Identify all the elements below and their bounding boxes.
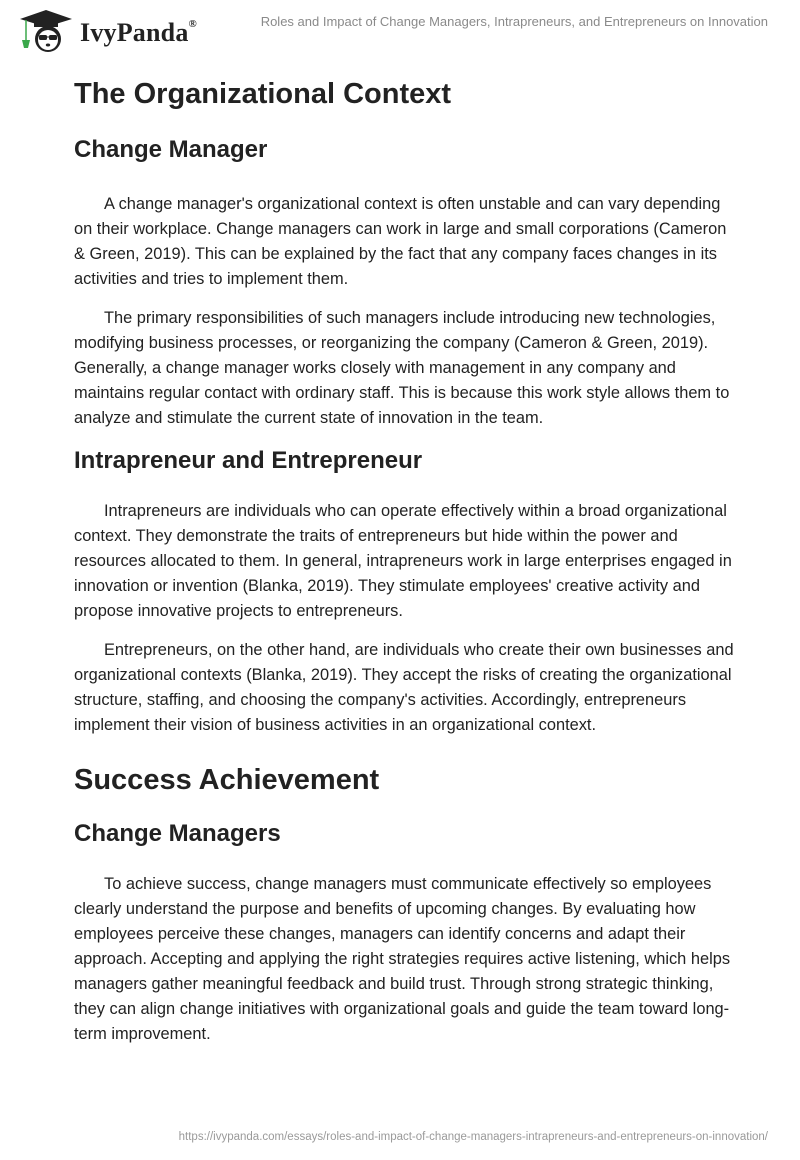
subsection-heading: Change Managers bbox=[74, 820, 281, 847]
source-url-link[interactable]: https://ivypanda.com/essays/roles-and-impact-of-change-managers-intrapreneurs-and-entrepreneurs-on-innovation/ bbox=[178, 1131, 768, 1143]
paragraph: The primary responsibilities of such managers include introducing new technologies, modifying business processes, or reorganizing the company (Cameron & Green, 2019). Generally, a change manager works closely with management in any company and maintains regular contact with ordinary staff. This is because this work style allows them to analyze and stimulate the current state of innovation in the team. bbox=[74, 309, 730, 427]
paragraph: Entrepreneurs, on the other hand, are individuals who create their own businesses and organizational contexts (Blanka, 2019). They accept the risks of creating the organizational structure, staffing, and choosing the company's activities. Accordingly, entrepreneurs implement their vision of business activities in an organizational context. bbox=[74, 641, 734, 734]
document-title: Roles and Impact of Change Managers, Intrapreneurs, and Entrepreneurs on Innovation bbox=[260, 14, 768, 29]
subsection-heading: Intrapreneur and Entrepreneur bbox=[74, 447, 423, 474]
subsection-heading: Change Manager bbox=[74, 136, 268, 163]
page-header bbox=[0, 0, 800, 60]
section-heading: Success Achievement bbox=[74, 764, 380, 796]
panda-graduate-icon bbox=[18, 8, 74, 54]
brand-name: IvyPanda® bbox=[80, 18, 197, 47]
section-heading: The Organizational Context bbox=[74, 78, 452, 110]
essay-content bbox=[74, 70, 734, 1047]
paragraph: To achieve success, change managers must communicate effectively so employees clearly understand the purpose and benefits of upcoming changes. By evaluating how employees perceive these changes, managers can identify concerns and adapt their approach. Accepting and applying the right strategies requires active listening, which helps managers gather meaningful feedback and build trust. Through strong strategic thinking, they can align change initiatives with organizational goals and guide the team toward long-term improvement. bbox=[74, 875, 731, 1043]
ivypanda-logo[interactable] bbox=[18, 8, 197, 54]
paragraph: Intrapreneurs are individuals who can operate effectively within a broad organizational context. They demonstrate the traits of entrepreneurs but hide within the power and resources allocated to them. In general, intrapreneurs work in large enterprises engaged in innovation or invention (Blanka, 2019). They stimulate employees' creative activity and propose innovative projects to entrepreneurs. bbox=[74, 502, 732, 620]
paragraph: A change manager's organizational context is often unstable and can vary depending on their workplace. Change managers can work in large and small corporations (Cameron & Green, 2019). This can be explained by the fact that any company faces changes in its activities and tries to implement them. bbox=[74, 195, 727, 288]
